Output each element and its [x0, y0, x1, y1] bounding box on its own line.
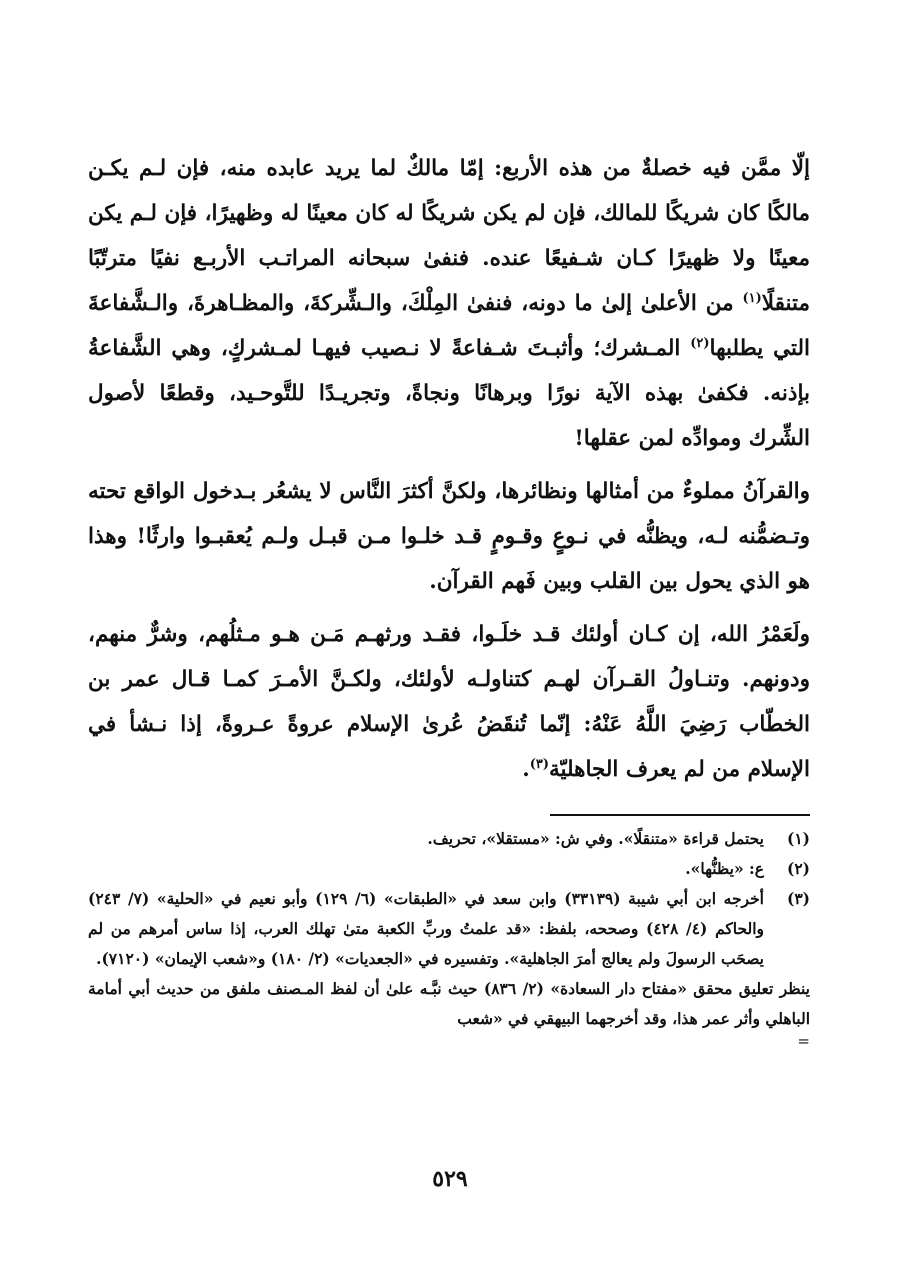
footnote-ref-1: (١)	[742, 290, 762, 306]
footnote-3-text: أخرجه ابن أبي شيبة (٣٣١٣٩) وابن سعد في «الطبقات» (٦/ ١٢٩) وأبو نعيم في «الحلية» (٧/ ٢٤٣) والحاكم (٤/ ٤٢٨) وصححه، بلفظ: «قد علمتُ وربِّ الكعبة متىٰ تهلك العرب، إذا ساس أمرهم من لم يصحَب الرسولَ ولم يعالج أمرَ الجاهلية». وتفسيره في «الجعديات» (٢/ ١٨٠) و«شعب الإيمان» (٧١٢٠).	[88, 889, 764, 968]
paragraph-1-text-c: المـشرك؛ وأثبـتَ شـفاعةً لا نـصيب فيهـا لمـشركٍ، وهي الشَّفاعةُ بإذنه. فكفىٰ بهذه الآية نورًا وبرهانًا ونجاةً، وتجريـدًا للتَّوحـيد، وقطعًا لأصول الشِّرك وموادِّه لمن عقلها!	[88, 336, 810, 451]
continuation-mark: =	[797, 1032, 810, 1050]
page-number: ٥٢٩	[432, 1166, 468, 1192]
paragraph-3-end: .	[522, 757, 530, 782]
footnote-continuation: ينظر تعليق محقق «مفتاح دار السعادة» (٢/ ٨٣٦) حيث نبَّـه علىٰ أن لفظ المـصنف ملفق من حديث أبي أمامة الباهلي وأثر عمر هذا، وقد أخرجهما البيهقي في «شعب	[88, 979, 810, 1028]
paragraph-2: والقرآنُ مملوءٌ من أمثالها ونظائرها، ولكنَّ أكثرَ النَّاس لا يشعُر بـدخول الواقع تحته وتـضمُّنه لـه، ويظنُّه في نـوعٍ وقـومٍ قـد خلـوا مـن قبـل ولـم يُعقبـوا وارثًا! وهذا هو الذي يحول بين القلب وبين فَهم القرآن.	[88, 479, 810, 594]
footnote-2-number: (٢)	[786, 859, 810, 878]
paragraph-1	[88, 146, 810, 461]
footnote-ref-3: (٣)	[529, 756, 549, 772]
paragraph-3-text: ولَعَمْرُ الله، إن كـان أولئك قـد خلَـوا، فقـد ورثهـم مَـن هـو مـثلُهم، وشرٌّ منهم، ودونهم. وتنـاولُ القـرآن لهـم كتناولـه لأولئك، ولكـنَّ الأمـرَ كمـا قـال عمر بن الخطّاب رَضِيَ اللَّهُ عَنْهُ: إنّما تُنقَضُ عُرىٰ الإسلام عروةً عـروةً، إذا نـشأ في الإسلام من لم يعرف الجاهليّة	[88, 622, 810, 782]
footnote-ref-2: (٢)	[690, 335, 710, 351]
footnote-3	[88, 884, 810, 974]
footnote-1-text: يحتمل قراءة «متنقلًا». وفي ش: «مستقلا»، تحريف.	[427, 829, 764, 848]
footnote-3-number: (٣)	[786, 889, 810, 908]
footnote-1	[88, 824, 810, 854]
paragraph-1-text-b: من الأعلىٰ إلىٰ ما دونه، فنفىٰ المِلْكَ، والـشِّركةَ، والمظـاهرةَ، والـشَّفاعةَ التي يطلبها	[88, 291, 810, 361]
footnote-separator	[550, 814, 810, 816]
footnote-2	[88, 854, 810, 884]
paragraph-1-text-a: إلّا ممَّن فيه خصلةٌ من هذه الأربع: إمّا مالكٌ لما يريد عابده منه، فإن لـم يكـن مالكًا كان شريكًا للمالك، فإن لم يكن شريكًا له كان معينًا له وظهيرًا، فإن لـم يكن معينًا ولا ظهيرًا كـان شـفيعًا عنده. فنفىٰ سبحانه المراتـب الأربـع نفيًا مترتّبًا متنقلًا	[88, 156, 810, 316]
footnote-1-number: (١)	[786, 829, 810, 848]
paragraph-3	[88, 612, 810, 792]
footnote-2-text: ع: «يظنُّها».	[685, 859, 764, 878]
